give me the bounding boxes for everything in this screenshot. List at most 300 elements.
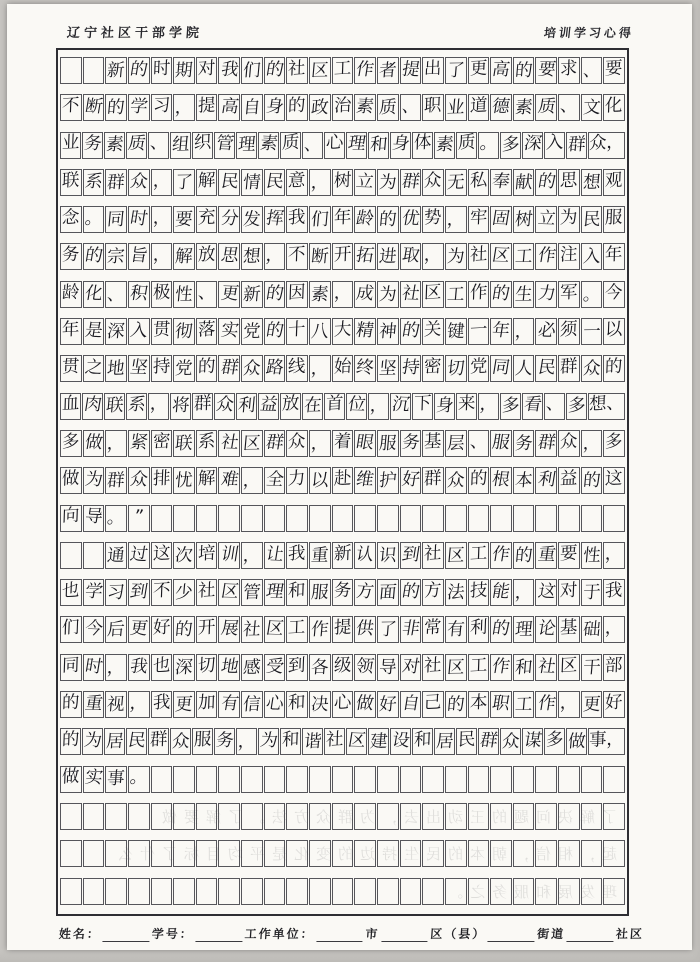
- grid-cell: [456, 728, 477, 755]
- grid-cell: [151, 579, 173, 606]
- handwritten-character: 想、: [588, 393, 625, 416]
- handwritten-character: 实: [83, 768, 104, 789]
- grid-cell: [196, 654, 218, 681]
- grid-cell: [422, 542, 444, 569]
- grid-cell: [196, 840, 218, 867]
- handwritten-character: 为: [378, 284, 398, 305]
- handwritten-character: 系: [83, 171, 104, 192]
- grid-cell: [241, 505, 263, 532]
- handwritten-character: 多: [61, 431, 80, 453]
- handwritten-character: 众: [242, 358, 262, 380]
- handwritten-character: ，: [514, 582, 534, 604]
- handwritten-character: 服: [310, 582, 330, 604]
- grid-cell: [332, 57, 354, 84]
- handwritten-character: 众: [423, 170, 443, 192]
- grid-cell: [468, 691, 490, 718]
- grid-cell: [346, 728, 367, 755]
- grid-cell: [332, 281, 354, 308]
- grid-cell: [241, 542, 263, 569]
- grid-cell: [173, 94, 195, 121]
- handwritten-character: 放: [197, 244, 216, 266]
- handwritten-character: 要: [536, 59, 557, 81]
- grid-cell: [400, 766, 422, 793]
- grid-cell: [581, 430, 603, 457]
- grid-cell: [490, 505, 512, 532]
- handwritten-character: 重: [310, 545, 330, 566]
- handwritten-character: 、: [469, 431, 488, 453]
- grid-cell: [241, 878, 263, 905]
- grid-row: [60, 616, 625, 643]
- handwritten-character: 社: [288, 58, 307, 80]
- grid-cell: [324, 132, 345, 159]
- handwritten-character: 提: [197, 95, 216, 117]
- grid-cell: [196, 318, 218, 345]
- grid-cell: [105, 766, 127, 793]
- handwritten-character: ，: [152, 170, 171, 192]
- grid-cell: [581, 505, 603, 532]
- grid-cell: [603, 243, 625, 270]
- handwritten-character: 血: [61, 393, 80, 415]
- handwritten-character: 众: [500, 731, 521, 753]
- grid-cell: [445, 206, 467, 233]
- grid-cell: [513, 57, 535, 84]
- grid-cell: [286, 169, 308, 196]
- grid-cell: [83, 94, 105, 121]
- grid-cell: [241, 803, 263, 830]
- grid-row: [60, 430, 625, 457]
- handwritten-character: 管: [214, 134, 235, 155]
- grid-cell: [445, 766, 467, 793]
- grid-cell: [105, 505, 127, 532]
- handwritten-character: 工: [469, 655, 488, 676]
- grid-cell: [128, 430, 150, 457]
- grid-cell: [558, 206, 580, 233]
- grid-cell: [173, 616, 195, 643]
- handwritten-character: 众: [170, 731, 191, 753]
- handwritten-character: ，: [106, 433, 126, 454]
- handwritten-character: 眼: [354, 432, 376, 453]
- handwritten-character: 事: [106, 769, 126, 790]
- handwritten-character: 切: [197, 655, 216, 676]
- grid-cell: [558, 691, 580, 718]
- handwritten-character: ，: [310, 172, 330, 193]
- grid-cell: [581, 840, 603, 867]
- handwritten-character: 无: [446, 172, 466, 193]
- grid-cell: [105, 579, 127, 606]
- grid-cell: [332, 878, 354, 905]
- grid-cell: [241, 467, 263, 494]
- grid-cell: [309, 542, 331, 569]
- grid-cell: [173, 430, 195, 457]
- grid-cell: [218, 243, 240, 270]
- grid-cell: [264, 57, 286, 84]
- grid-cell: [535, 169, 557, 196]
- handwritten-character: 今: [83, 618, 104, 640]
- grid-cell: [196, 281, 218, 308]
- handwritten-character: 人: [514, 358, 534, 380]
- handwritten-character: 神: [378, 321, 398, 342]
- grid-cell: [377, 169, 399, 196]
- grid-cell: [535, 505, 557, 532]
- handwritten-character: 心: [333, 692, 352, 714]
- handwritten-character: 务: [214, 730, 235, 752]
- handwritten-character: 联: [61, 170, 80, 192]
- grid-cell: [422, 318, 444, 345]
- handwritten-character: 军: [559, 282, 578, 304]
- grid-cell: [566, 728, 587, 755]
- grid-row: [60, 467, 625, 494]
- handwritten-character: 到: [128, 581, 150, 603]
- grid-row: [60, 878, 625, 905]
- grid-cell: [434, 132, 455, 159]
- handwritten-character: 众: [446, 470, 466, 492]
- grid-cell: [286, 430, 308, 457]
- handwritten-character: 同: [61, 655, 80, 676]
- handwritten-character: 忧: [174, 470, 194, 492]
- handwritten-character: 社: [400, 283, 421, 304]
- handwritten-character: 理: [236, 135, 257, 156]
- grid-cell: [603, 542, 625, 569]
- handwritten-character: 群: [106, 470, 126, 492]
- grid-cell: [377, 542, 399, 569]
- grid-cell: [558, 281, 580, 308]
- grid-cell: [332, 94, 354, 121]
- grid-cell: [513, 766, 535, 793]
- grid-cell: [218, 691, 240, 718]
- handwritten-character: 众: [582, 358, 602, 380]
- grid-cell: [445, 616, 467, 643]
- handwritten-character: 区: [446, 657, 466, 678]
- grid-cell: [603, 94, 625, 121]
- grid-cell: [581, 318, 603, 345]
- grid-cell: [603, 616, 625, 643]
- footer-field-label: 学号：: [151, 927, 195, 941]
- grid-cell: [581, 467, 603, 494]
- grid-cell: [558, 505, 580, 532]
- handwritten-character: 根: [490, 469, 512, 491]
- grid-cell: [468, 169, 490, 196]
- handwritten-character: 不: [152, 580, 171, 602]
- handwritten-character: 树: [333, 170, 352, 192]
- handwritten-character: ，: [106, 657, 126, 678]
- grid-cell: [422, 467, 444, 494]
- handwritten-character: 将: [170, 396, 191, 417]
- grid-cell: [522, 728, 543, 755]
- grid-cell: [196, 766, 218, 793]
- handwritten-character: 系: [126, 395, 147, 416]
- handwritten-character: 的: [197, 356, 216, 378]
- handwritten-character: 我: [605, 580, 624, 602]
- grid-cell: [535, 766, 557, 793]
- handwritten-character: 意: [288, 170, 307, 192]
- handwritten-character: 观: [605, 170, 624, 192]
- footer-field-label: 社区: [615, 927, 645, 941]
- grid-row: [60, 542, 625, 569]
- handwritten-character: 法: [446, 582, 466, 604]
- grid-cell: [151, 57, 173, 84]
- grid-cell: [83, 654, 105, 681]
- grid-cell: [309, 318, 331, 345]
- grid-cell: [264, 94, 286, 121]
- handwritten-character: 新: [106, 60, 126, 81]
- grid-cell: [241, 94, 263, 121]
- handwritten-character: 加: [197, 692, 216, 714]
- handwritten-character: 社: [469, 244, 488, 266]
- handwritten-character: 分: [219, 208, 240, 230]
- handwritten-character: 者: [378, 60, 398, 81]
- handwritten-character: 和: [281, 729, 300, 751]
- grid-row: [60, 243, 625, 270]
- handwritten-character: ，: [242, 545, 262, 566]
- handwritten-character: 以: [310, 470, 330, 492]
- grid-cell: [581, 281, 603, 308]
- grid-cell: [354, 57, 376, 84]
- handwritten-character: 思: [219, 245, 240, 267]
- grid-cell: [309, 430, 331, 457]
- handwritten-character: 职: [490, 693, 512, 715]
- grid-cell: [105, 355, 127, 382]
- handwritten-character: 之: [83, 357, 104, 379]
- handwritten-character: ，: [605, 543, 624, 565]
- grid-cell: [490, 467, 512, 494]
- grid-cell: [173, 654, 195, 681]
- grid-cell: [128, 542, 150, 569]
- grid-cell: [558, 318, 580, 345]
- handwritten-character: 工: [446, 284, 466, 305]
- grid-cell: [445, 505, 467, 532]
- grid-cell: [354, 654, 376, 681]
- handwritten-character: 织: [193, 132, 212, 154]
- grid-cell: [522, 132, 543, 159]
- handwritten-character: 到: [400, 544, 421, 565]
- grid-cell: [535, 840, 557, 867]
- grid-cell: [264, 579, 286, 606]
- handwritten-character: 多: [500, 135, 521, 156]
- handwritten-character: 、: [106, 284, 126, 305]
- grid-cell: [581, 57, 603, 84]
- grid-cell: [218, 430, 240, 457]
- handwritten-character: 工: [288, 617, 307, 639]
- handwritten-character: 众: [128, 469, 150, 491]
- grid-cell: [128, 654, 150, 681]
- handwritten-character: 谋: [522, 730, 543, 752]
- grid-row: [60, 94, 625, 121]
- handwritten-character: 一: [582, 321, 602, 342]
- grid-cell: [264, 243, 286, 270]
- grid-cell: [173, 467, 195, 494]
- handwritten-character: ，: [559, 692, 578, 714]
- grid-cell: [390, 728, 411, 755]
- grid-cell: [264, 542, 286, 569]
- handwritten-character: 也: [152, 655, 171, 676]
- work-unit-blank: [316, 929, 364, 942]
- handwritten-character: 区: [264, 618, 286, 640]
- handwritten-character: 服: [378, 433, 398, 454]
- handwritten-character: 联: [104, 396, 125, 417]
- handwritten-character: 固: [490, 208, 512, 230]
- grid-cell: [286, 542, 308, 569]
- handwritten-character: 身: [390, 134, 411, 155]
- handwritten-character: 面: [378, 582, 398, 604]
- handwritten-character: 群: [400, 171, 421, 192]
- grid-cell: [151, 355, 173, 382]
- grid-cell: [535, 654, 557, 681]
- grid-cell: [603, 766, 625, 793]
- handwritten-character: 进: [378, 247, 398, 268]
- grid-cell: [241, 430, 263, 457]
- grid-cell: [173, 579, 195, 606]
- grid-cell: [354, 94, 376, 121]
- handwritten-character: 时: [83, 656, 104, 677]
- handwritten-character: 的: [514, 545, 534, 566]
- grid-cell: [173, 840, 195, 867]
- grid-cell: [603, 878, 625, 905]
- handwritten-character: 习: [152, 95, 171, 117]
- handwritten-character: 在: [302, 396, 323, 417]
- handwritten-character: 多: [605, 431, 624, 453]
- grid-cell: [60, 766, 82, 793]
- grid-cell: [218, 840, 240, 867]
- footer-field-label: 区（县）: [429, 927, 487, 941]
- grid-cell: [309, 467, 331, 494]
- grid-cell: [264, 803, 286, 830]
- handwritten-character: 体: [413, 132, 432, 154]
- grid-cell: [241, 355, 263, 382]
- handwritten-character: 深: [522, 134, 543, 155]
- grid-cell: [192, 728, 213, 755]
- grid-cell: [422, 94, 444, 121]
- grid-cell: [82, 393, 103, 420]
- grid-cell: [558, 57, 580, 84]
- grid-row: [60, 355, 625, 382]
- grid-cell: [196, 505, 218, 532]
- grid-cell: [434, 393, 455, 420]
- grid-cell: [264, 840, 286, 867]
- grid-cell: [105, 57, 127, 84]
- handwritten-character: 年: [61, 319, 80, 341]
- grid-cell: [603, 206, 625, 233]
- handwritten-character: 做: [354, 693, 376, 715]
- handwritten-character: 训: [219, 544, 240, 565]
- handwritten-character: 居: [104, 731, 125, 753]
- grid-cell: [377, 355, 399, 382]
- bleedthrough-ghost-text: 理发展和服务之。: [440, 882, 617, 901]
- grid-cell: [400, 542, 422, 569]
- grid-cell: [422, 691, 444, 718]
- grid-cell: [558, 169, 580, 196]
- handwritten-character: 极: [152, 282, 171, 304]
- handwritten-character: 和: [288, 580, 307, 602]
- grid-cell: [468, 281, 490, 308]
- handwritten-character: 群: [566, 135, 587, 156]
- grid-cell: [332, 243, 354, 270]
- grid-cell: [83, 318, 105, 345]
- grid-cell: [218, 355, 240, 382]
- grid-cell: [490, 840, 512, 867]
- handwritten-character: 。: [478, 134, 499, 155]
- grid-cell: [468, 355, 490, 382]
- handwritten-character: 多: [545, 729, 564, 751]
- grid-cell: [422, 206, 444, 233]
- grid-cell: [377, 57, 399, 84]
- grid-cell: [468, 766, 490, 793]
- grid-cell: [478, 393, 499, 420]
- grid-cell: [309, 169, 331, 196]
- handwritten-character: 群: [219, 357, 240, 379]
- handwritten-character: 职: [423, 95, 443, 117]
- handwritten-character: 培: [197, 543, 216, 565]
- page-header: [67, 22, 634, 41]
- city-blank: [381, 929, 429, 942]
- grid-cell: [490, 318, 512, 345]
- handwritten-character: 以: [605, 319, 624, 341]
- handwritten-character: 社: [423, 543, 443, 565]
- handwritten-character: 素: [434, 135, 455, 156]
- grid-cell: [60, 94, 82, 121]
- grid-cell: [83, 579, 105, 606]
- handwritten-character: 深: [174, 657, 194, 678]
- grid-cell: [241, 57, 263, 84]
- handwritten-character: 。: [106, 508, 126, 529]
- handwritten-character: 做: [83, 432, 104, 453]
- grid-cell: [264, 355, 286, 382]
- grid-row: [60, 505, 625, 532]
- handwritten-character: 十: [288, 319, 307, 341]
- grid-cell: [286, 803, 308, 830]
- grid-cell: [445, 281, 467, 308]
- handwritten-character: 为: [258, 730, 279, 752]
- grid-cell: [445, 691, 467, 718]
- grid-row: [60, 766, 625, 793]
- grid-cell: [286, 281, 308, 308]
- grid-cell: [241, 281, 263, 308]
- handwritten-character: 习: [106, 582, 126, 604]
- handwritten-character: 了: [378, 620, 398, 641]
- grid-cell: [241, 243, 263, 270]
- handwritten-character: 关: [423, 319, 443, 341]
- grid-cell: [490, 94, 512, 121]
- handwritten-character: 不: [61, 95, 80, 117]
- grid-cell: [377, 505, 399, 532]
- grid-cell: [522, 393, 543, 420]
- grid-cell: [286, 579, 308, 606]
- handwritten-character: ，: [582, 433, 602, 454]
- handwritten-character: 众: [128, 171, 150, 192]
- handwritten-character: 、: [149, 132, 168, 154]
- handwritten-character: 区: [423, 282, 443, 304]
- grid-cell: [128, 616, 150, 643]
- grid-cell: [513, 94, 535, 121]
- grid-cell: [258, 393, 279, 420]
- grid-cell: [412, 393, 433, 420]
- grid-cell: [60, 467, 82, 494]
- grid-cell: [309, 803, 331, 830]
- grid-cell: [60, 169, 82, 196]
- grid-cell: [400, 878, 422, 905]
- handwritten-character: 的: [490, 618, 512, 640]
- handwritten-character: 论: [536, 618, 557, 640]
- grid-cell: [258, 728, 279, 755]
- handwritten-character: 新: [242, 284, 262, 305]
- grid-cell: [83, 467, 105, 494]
- handwritten-character: 的: [264, 283, 286, 304]
- grid-cell: [490, 616, 512, 643]
- grid-cell: [513, 430, 535, 457]
- handwritten-character: 业: [61, 132, 80, 154]
- handwritten-character: 大: [333, 319, 352, 341]
- handwritten-character: 作: [310, 620, 330, 641]
- handwritten-character: 众，: [588, 132, 625, 155]
